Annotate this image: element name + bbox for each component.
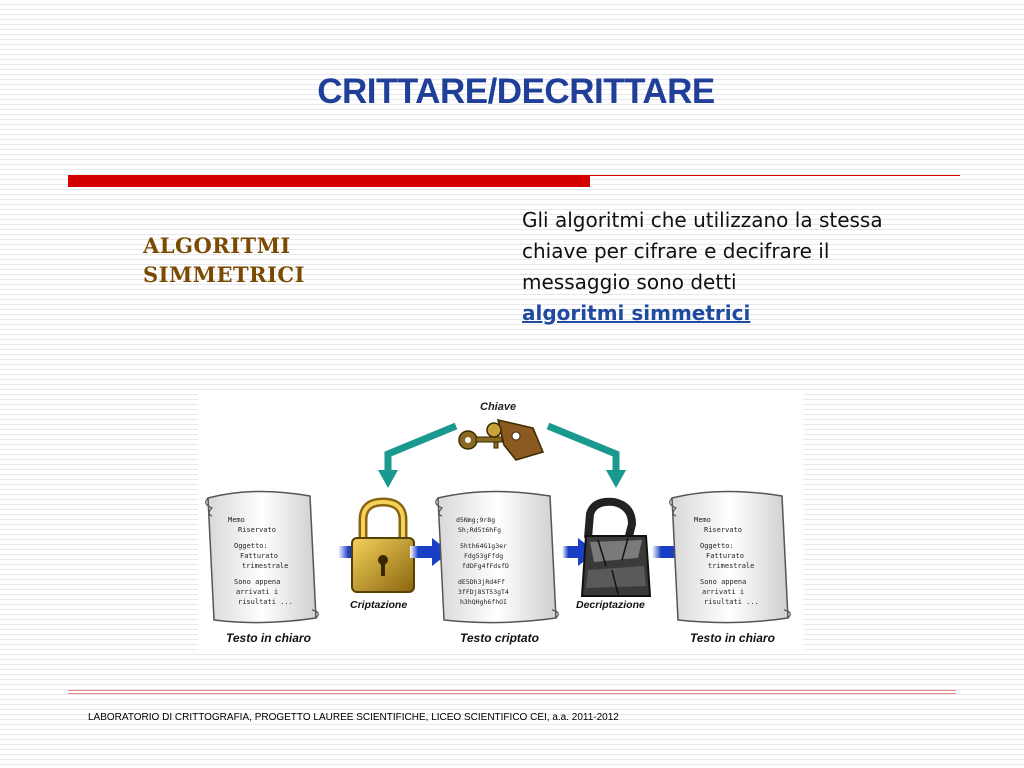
document-line: trimestrale [242, 562, 289, 570]
footer-divider-top [68, 690, 956, 691]
document-line: Fdg53gFfdg [464, 552, 504, 560]
document-line: 3fFDj8ST53gT4 [458, 588, 509, 596]
document-line: Fatturato [706, 552, 744, 560]
document-line: risultati ... [704, 598, 759, 606]
slide-title: CRITTARE/DECRITTARE [317, 72, 715, 111]
title-accent-line [590, 175, 960, 176]
document-line: Memo [228, 516, 245, 524]
document-line: 5hth64G1g3er [460, 542, 507, 550]
symmetric-encryption-diagram [198, 390, 804, 652]
document-line: Sh;Rd5t6hFg [458, 526, 502, 534]
cipher-document [436, 491, 559, 622]
document-line: Oggetto: [234, 542, 268, 550]
decrypt-label: Decriptazione [576, 599, 645, 611]
document-line: Oggetto: [700, 542, 734, 550]
description-body: Gli algoritmi che utilizzano la stessa chiave per cifrare e decifrare il messaggio sono detti [522, 208, 883, 294]
document-line: Riservato [238, 526, 276, 534]
document-line: arrivati i [702, 588, 745, 596]
description-link[interactable]: algoritmi simmetrici [522, 301, 751, 325]
document-line: Sono appena [700, 578, 747, 586]
footer-divider-bottom [68, 693, 956, 694]
title-accent-bar [68, 175, 590, 187]
plain-document-left [206, 491, 319, 622]
document-line: Sono appena [234, 578, 281, 586]
section-heading-line-2: SIMMETRICI [143, 262, 305, 287]
broken-lock-icon [582, 502, 650, 596]
plain-label-right: Testo in chiaro [690, 631, 775, 645]
document-line: risultati ... [238, 598, 293, 606]
document-line: d5Nmg;9r8g [456, 516, 496, 524]
section-heading-line-1: ALGORITMI [143, 233, 291, 258]
description-text [522, 205, 912, 329]
key-arrow-right [548, 426, 616, 472]
key-label: Chiave [480, 401, 517, 413]
key-icon [459, 420, 543, 460]
plain-label-left: Testo in chiaro [226, 631, 311, 645]
document-line: arrivati i [236, 588, 279, 596]
document-line: dE5Dh3jRd4Ff [458, 578, 505, 586]
plain-document-right [670, 491, 791, 622]
document-line: Fatturato [240, 552, 278, 560]
closed-lock-icon [352, 502, 414, 592]
document-line: fdDFg4fFdsfD [462, 562, 509, 570]
cipher-label: Testo criptato [460, 631, 539, 645]
document-line: Memo [694, 516, 711, 524]
document-line: Riservato [704, 526, 742, 534]
section-heading [143, 231, 403, 289]
footer-text: LABORATORIO DI CRITTOGRAFIA, PROGETTO LAUREE SCIENTIFICHE, LICEO SCIENTIFICO CEI, a.a. 2011-2012 [88, 712, 619, 723]
encrypt-label: Criptazione [350, 599, 408, 611]
key-arrow-left [388, 426, 456, 472]
document-line: trimestrale [708, 562, 755, 570]
document-line: h3hQHgh6fhOI [460, 598, 507, 606]
